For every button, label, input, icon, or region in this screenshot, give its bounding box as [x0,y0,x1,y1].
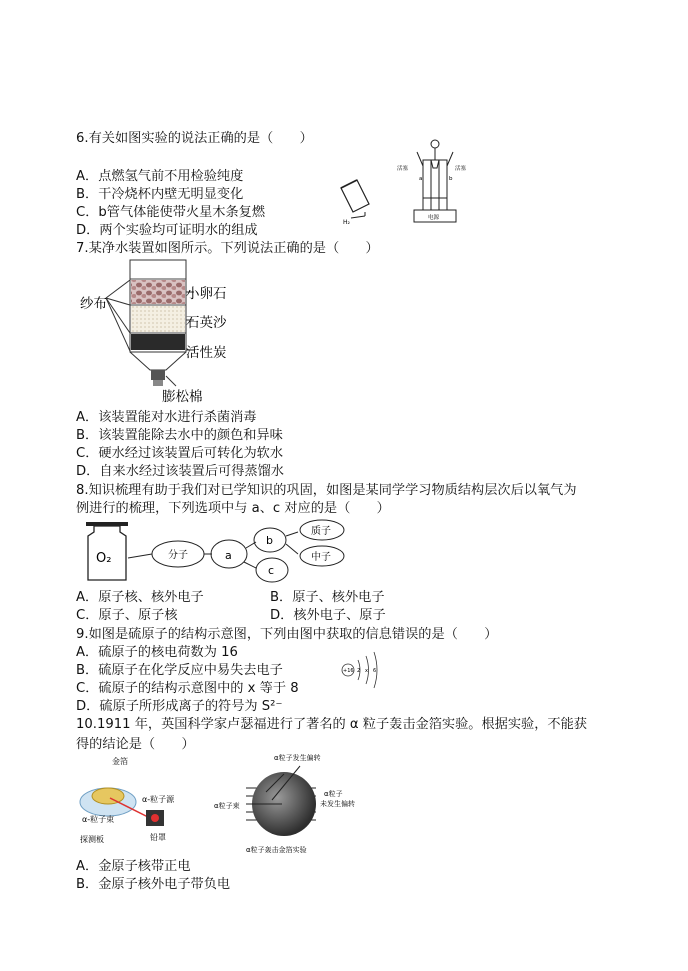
q10-rutherford-figure [76,752,366,856]
shell-3-count: 6 [373,668,377,674]
q6-option-d: D．两个实验均可证明水的组成 [76,223,258,238]
q7-water-filter-figure [76,258,276,404]
alpha-source-label: α-粒子源 [142,795,175,804]
shell-1-count: 2 [357,668,361,674]
tube-b-label: b [449,176,453,182]
q9-option-a: A．硫原子的核电荷数为 16 [76,645,238,660]
question-6-stem: 6.有关如图实验的说法正确的是（ ） [76,131,313,146]
question-10-stem-line1: 10.1911 年，英国科学家卢瑟福进行了著名的 α 粒子轰击金箔实验。根据实验，不能获 [76,717,587,732]
shell-2-count: x [365,668,368,674]
q9-option-c: C．硫原子的结构示意图中的 x 等于 8 [76,681,299,696]
deflected-label: α粒子发生偏转 [274,754,321,762]
alpha-beam-right-label: α粒子束 [214,802,240,810]
undeflected-label-line2: 未发生偏转 [320,800,355,808]
question-8-stem-line1: 8.知识梳理有助于我们对已学知识的巩固，如图是某同学学习物质结构层次后以氧气为 [76,483,577,498]
quartz-sand-label: 石英沙 [186,315,227,331]
question-9-stem: 9.如图是硫原子的结构示意图，下列由图中获取的信息错误的是（ ） [76,627,498,642]
q9-option-b: B．硫原子在化学反应中易失去电子 [76,663,283,678]
nucleus-label: +16 [343,668,354,674]
question-8-stem-line2: 例进行的梳理，下列选项中与 a、c 对应的是（ ） [76,501,390,516]
q6-option-c: C．b管气体能使带火星木条复燃 [76,205,266,220]
q10-option-a: A．金原子核带正电 [76,859,191,874]
gold-atom-scattering-diagram [246,766,316,836]
o2-label: O₂ [96,551,112,566]
q7-option-a: A．该装置能对水进行杀菌消毒 [76,410,257,425]
q8-structure-figure [84,518,354,586]
q8-option-b: B．原子、核外电子 [270,590,385,605]
node-b-label: b [266,534,273,547]
detector-label: 探测板 [80,835,104,844]
alpha-beam-left-label: α-粒子束 [82,815,115,824]
valve-right-label: 活塞 [455,166,467,172]
q8-option-a: A．原子核、核外电子 [76,590,204,605]
power-label: 电源 [428,215,440,221]
tube-a-label: a [419,176,423,182]
q8-option-d: D．核外电子、原子 [270,608,386,623]
rutherford-caption: α粒子轰击金箔实验 [246,846,307,854]
q7-option-c: C．硬水经过该装置后可转化为软水 [76,446,284,461]
sulfur-atom-diagram [338,650,388,690]
node-c-label: c [268,564,275,577]
gauze-label: 纱布 [80,296,107,312]
q7-option-d: D．自来水经过该装置后可得蒸馏水 [76,464,284,479]
q6-figure [335,138,475,234]
q7-option-b: B．该装置能除去水中的颜色和异味 [76,428,283,443]
valve-left-label: 活塞 [397,166,409,172]
q6-option-b: B．干冷烧杯内壁无明显变化 [76,187,244,202]
question-7-stem: 7.某净水装置如图所示。下列说法正确的是（ ） [76,241,379,256]
proton-label: 质子 [311,526,331,537]
h2-label: H₂ [343,219,350,226]
cotton-label: 膨松棉 [162,389,203,404]
activated-carbon-label: 活性炭 [186,345,227,361]
q8-option-c: C．原子、原子核 [76,608,178,623]
q10-option-b: B．金原子核外电子带负电 [76,877,231,892]
q6-option-a: A．点燃氢气前不用检验纯度 [76,169,244,184]
gold-foil-label: 金箔 [112,757,128,766]
question-10-stem-line2: 得的结论是（ ） [76,737,195,752]
node-a-label: a [225,549,232,562]
undeflected-label-line1: α粒子 [324,790,343,798]
lead-box-label: 铅罩 [150,833,166,842]
neutron-label: 中子 [311,552,331,563]
molecule-label: 分子 [168,550,188,561]
pebbles-label: 小卵石 [186,286,227,302]
q9-option-d: D．硫原子所形成离子的符号为 S²⁻ [76,699,283,714]
cold-beaker-illustration [341,180,369,218]
